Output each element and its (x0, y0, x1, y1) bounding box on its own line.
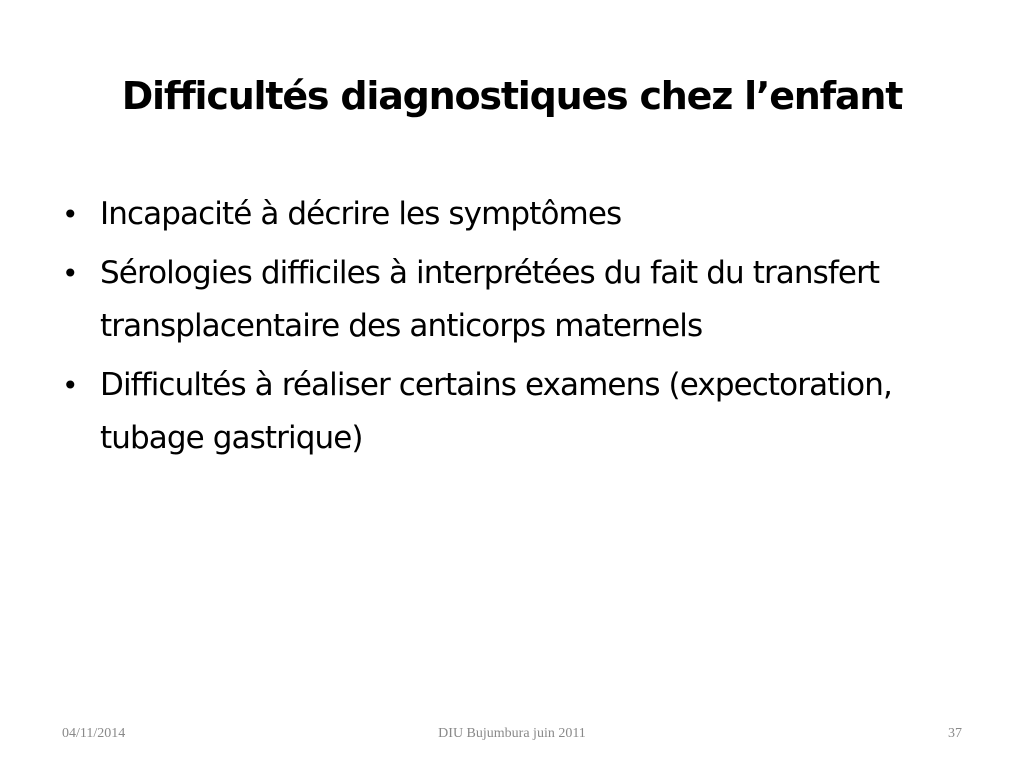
bullet-dot-icon: • (62, 257, 78, 290)
bullet-item (58, 247, 958, 353)
bullet-item (58, 188, 958, 241)
bullet-list (58, 188, 958, 471)
slide-number: 37 (948, 726, 962, 741)
bullet-item (58, 359, 958, 465)
bullet-text: Difficultés à réaliser certains examens (expectoration, tubage gastrique) (100, 367, 892, 456)
bullet-text: Sérologies difficiles à interprétées du fait du transfert transplacentaire des anticorps maternels (100, 255, 880, 344)
slide-title: Difficultés diagnostiques chez l’enfant (121, 74, 903, 118)
bullet-dot-icon: • (62, 198, 78, 231)
bullet-text: Incapacité à décrire les symptômes (100, 196, 622, 232)
footer-center-text: DIU Bujumbura juin 2011 (438, 726, 586, 741)
bullet-dot-icon: • (62, 369, 78, 402)
footer-date: 04/11/2014 (62, 726, 126, 741)
